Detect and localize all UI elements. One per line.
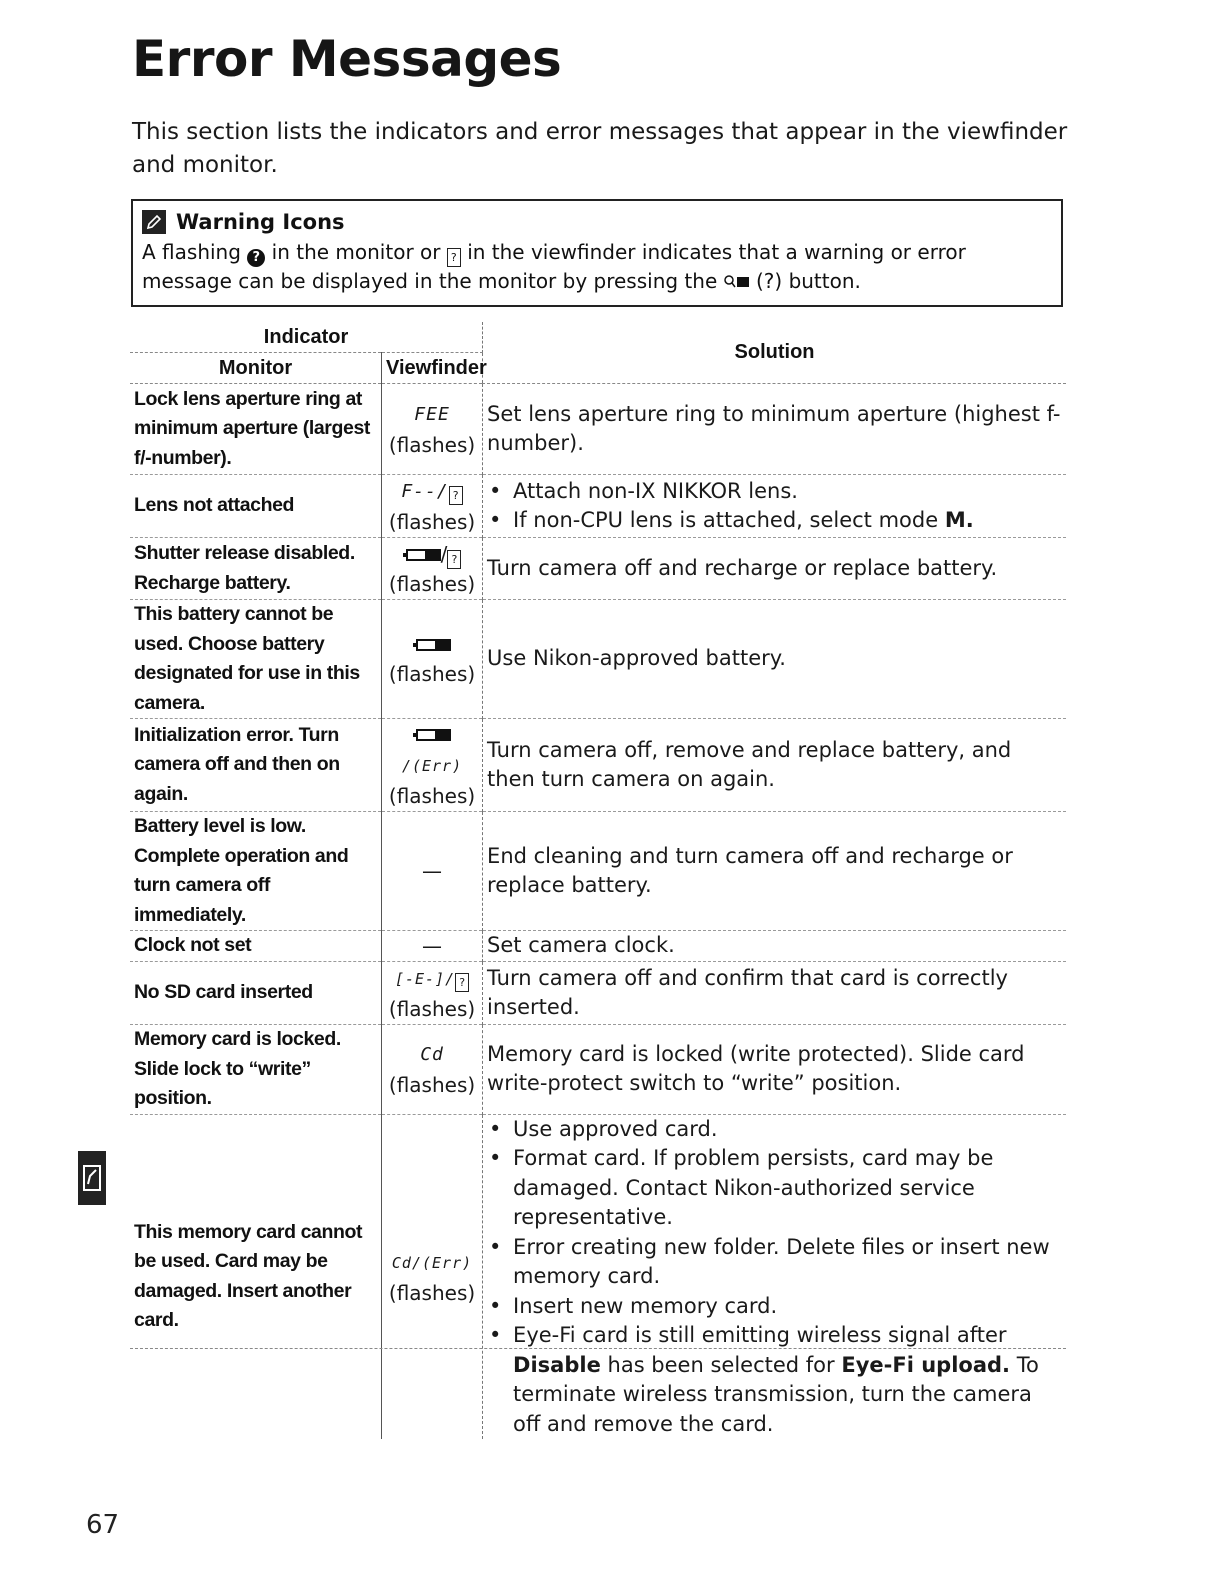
viewfinder-cell: FEE (flashes) [382, 384, 483, 475]
warning-heading: Warning Icons [176, 210, 345, 234]
table-row [130, 538, 1066, 600]
help-box-icon: ? [447, 550, 461, 569]
solution-header: Solution [483, 322, 1066, 384]
help-box-icon: ? [449, 486, 463, 505]
monitor-cell: Memory card is locked. Slide lock to “write” position. [130, 1025, 382, 1115]
table-bottom-rule [130, 1348, 1066, 1349]
section-tab-icon [78, 1151, 106, 1205]
battery-icon [413, 729, 451, 741]
monitor-cell: This battery cannot be used. Choose battery designated for use in this camera. [130, 600, 382, 719]
viewfinder-header: Viewfinder [382, 353, 483, 384]
monitor-cell: Shutter release disabled. Recharge battery. [130, 538, 382, 600]
monitor-cell: Initialization error. Turn camera off and then on again. [130, 719, 382, 812]
solution-cell: • Use approved card. • Format card. If problem persists, card may be damaged. Contact Nikon-authorized service representative. • Error creating new folder. Delete files or insert new memory card. • Insert new memory card. • Eye-Fi card is still emitting wireless signal after Disable has been selected for Eye-Fi upload. To terminate wireless transmission, turn the camera off and remove the card. [483, 1114, 1066, 1439]
solution-cell: Set lens aperture ring to minimum aperture (highest f-number). [483, 384, 1066, 475]
battery-icon [413, 639, 451, 651]
table-row [130, 600, 1066, 719]
table-row [130, 475, 1066, 538]
help-circle-icon: ? [247, 249, 265, 267]
page-number: 67 [86, 1510, 120, 1540]
pencil-icon [142, 210, 166, 234]
table-row [130, 812, 1066, 931]
table-row [130, 1114, 1066, 1439]
solution-cell: Turn camera off and recharge or replace battery. [483, 538, 1066, 600]
viewfinder-cell: — [382, 931, 483, 962]
error-table [130, 322, 1066, 1439]
warning-text: A flashing ? in the monitor or ? in the viewfinder indicates that a warning or error message can be displayed in the monitor by pressing the (?) button. [142, 240, 966, 293]
table-row [130, 1025, 1066, 1115]
viewfinder-cell: F--/ ? (flashes) [382, 475, 483, 538]
table-row [130, 962, 1066, 1025]
viewfinder-cell: /(Err) (flashes) [382, 719, 483, 812]
solution-cell: • Attach non-IX NIKKOR lens. • If non-CPU lens is attached, select mode M. [483, 475, 1066, 538]
page-title: Error Messages [132, 30, 562, 88]
viewfinder-cell: Cd/(Err) (flashes) [382, 1114, 483, 1439]
viewfinder-cell: Cd (flashes) [382, 1025, 483, 1115]
solution-cell: Turn camera off, remove and replace battery, and then turn camera on again. [483, 719, 1066, 812]
viewfinder-cell: — [382, 812, 483, 931]
table-row [130, 384, 1066, 475]
viewfinder-cell: [-E-]/ ? (flashes) [382, 962, 483, 1025]
monitor-cell: Lock lens aperture ring at minimum aperture (largest f/-number). [130, 384, 382, 475]
monitor-header: Monitor [130, 353, 382, 384]
solution-cell: Set camera clock. [483, 931, 1066, 962]
monitor-cell: No SD card inserted [130, 962, 382, 1025]
intro-text: This section lists the indicators and error messages that appear in the viewfinder and monitor. [132, 119, 1068, 178]
help-box-icon: ? [455, 973, 469, 992]
viewfinder-cell: / ? (flashes) [382, 538, 483, 600]
battery-icon [403, 549, 441, 561]
monitor-cell: Lens not attached [130, 475, 382, 538]
monitor-cell: Battery level is low. Complete operation and turn camera off immediately. [130, 812, 382, 931]
solution-cell: End cleaning and turn camera off and recharge or replace battery. [483, 812, 1066, 931]
table-row [130, 931, 1066, 962]
viewfinder-cell: (flashes) [382, 600, 483, 719]
monitor-cell: This memory card cannot be used. Card may be damaged. Insert another card. [130, 1114, 382, 1439]
solution-cell: Use Nikon-approved battery. [483, 600, 1066, 719]
zoom-out-icon [724, 275, 750, 289]
monitor-cell: Clock not set [130, 931, 382, 962]
solution-cell: Turn camera off and confirm that card is correctly inserted. [483, 962, 1066, 1025]
indicator-header: Indicator [130, 322, 483, 353]
help-box-icon: ? [447, 248, 461, 267]
solution-cell: Memory card is locked (write protected). Slide card write-protect switch to “write” position. [483, 1025, 1066, 1115]
table-row [130, 719, 1066, 812]
warning-box [131, 199, 1063, 307]
